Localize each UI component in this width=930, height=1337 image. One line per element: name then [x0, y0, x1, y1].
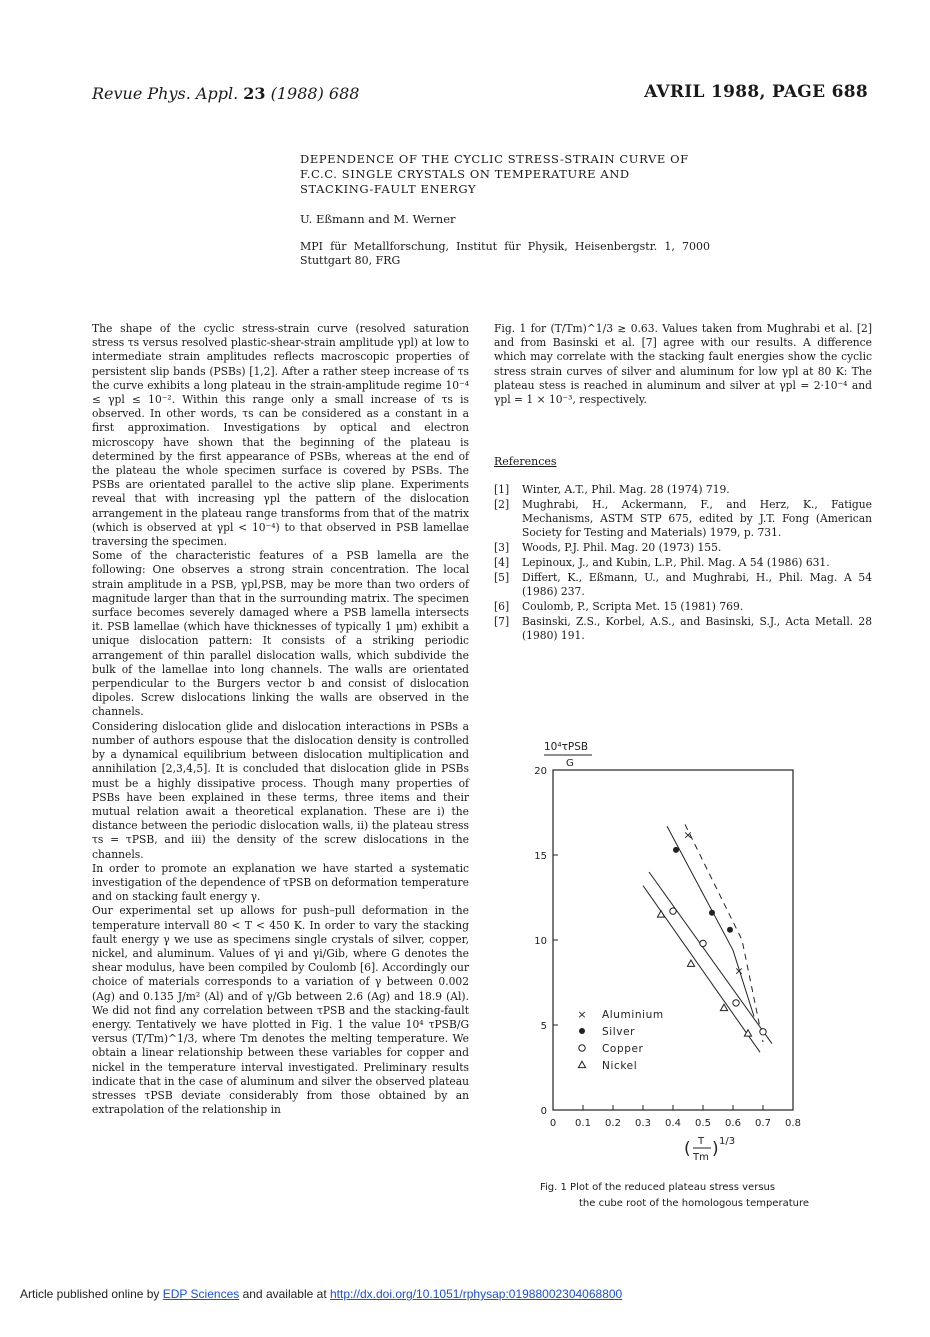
reference-number: [7] [494, 615, 510, 628]
reference-number: [4] [494, 556, 510, 569]
reference-number: [2] [494, 498, 510, 511]
reference-item [494, 483, 872, 497]
y-axis-label-numerator: 10⁴τPSB [544, 741, 589, 753]
data-point-silver [727, 927, 733, 933]
x-tick-label: 0.1 [575, 1118, 591, 1129]
journal-header [92, 84, 359, 103]
data-point-copper [733, 1000, 739, 1006]
edp-sciences-link[interactable]: EDP Sciences [162, 1287, 240, 1301]
x-axis-label-denominator: Tm [693, 1152, 709, 1163]
chart-axes [534, 766, 801, 1129]
reference-number: [1] [494, 483, 510, 496]
footer-prefix: Article published online by [20, 1287, 163, 1301]
legend-marker-aluminium: × [577, 1008, 587, 1021]
chart-legend [577, 1008, 663, 1072]
publication-footer [20, 1287, 622, 1301]
data-point-copper [700, 940, 706, 946]
article-affiliation: MPI für Metallforschung, Institut für Physik, Heisenbergstr. 1, 7000 Stuttgart 80, FRG [300, 240, 710, 267]
body-paragraph: In order to promote an explanation we have started a systematic investigation of the dependence of τPSB on deformation temperature and on stacking fault energy γ. [92, 861, 469, 904]
references-list [494, 483, 872, 644]
plateau-stress-chart [510, 730, 840, 1180]
legend-marker-silver [579, 1028, 585, 1034]
reference-item [494, 615, 872, 643]
caption-line: Fig. 1 Plot of the reduced plateau stress versus [540, 1182, 776, 1193]
y-tick-label: 0 [540, 1106, 547, 1117]
legend-label-nickel: Nickel [602, 1060, 638, 1072]
series-line-copper [649, 872, 772, 1044]
reference-text: Winter, A.T., Phil. Mag. 28 (1974) 719. [522, 483, 730, 496]
series-line-silver [667, 826, 754, 1016]
body-paragraph: Considering dislocation glide and dislocation interactions in PSBs a number of authors espouse that the dislocation density is controlled by a dynamical equilibrium between dislocation multiplication and annihilation [2,3,4,5]. It is concluded that dislocation glide in PSBs must be a highly dissipative process. Though many properties of PSBs have been explained in these terms, three items and their mutual relation await a theoretical explanation. These are i) the distance between the periodic dislocation walls, ii) the plateau stress τs = τPSB, and iii) the density of the screw dislocations in the channels. [92, 719, 469, 861]
legend-marker-copper [579, 1045, 585, 1051]
references-heading: References [494, 455, 557, 468]
legend-marker-nickel [578, 1061, 585, 1067]
data-point-nickel [687, 960, 694, 966]
x-tick-label: 0.7 [755, 1118, 771, 1129]
x-tick-label: 0.3 [635, 1118, 651, 1129]
journal-year-page: (1988) 688 [270, 84, 360, 103]
journal-volume: 23 [243, 84, 266, 103]
reference-number: [6] [494, 600, 510, 613]
reference-item [494, 571, 872, 599]
legend-label-silver: Silver [602, 1026, 636, 1038]
data-point-nickel [657, 911, 664, 917]
reference-text: Coulomb, P., Scripta Met. 15 (1981) 769. [522, 600, 744, 613]
y-tick-label: 20 [534, 766, 547, 777]
caption-line: the cube root of the homologous temperature [579, 1198, 809, 1209]
data-point-aluminium: × [683, 828, 693, 842]
reference-text: Differt, K., Eßmann, U., and Mughrabi, H., Phil. Mag. A 54 (1986) 237. [522, 571, 872, 598]
body-right-column [494, 322, 872, 407]
legend-label-aluminium: Aluminium [602, 1009, 664, 1021]
reference-item [494, 556, 872, 570]
reference-text: Woods, P.J. Phil. Mag. 20 (1973) 155. [522, 541, 722, 554]
y-tick-label: 10 [534, 936, 547, 947]
reference-text: Basinski, Z.S., Korbel, A.S., and Basinski, S.J., Acta Metall. 28 (1980) 191. [522, 615, 872, 642]
data-point-silver [673, 847, 679, 853]
figure-caption [540, 1180, 840, 1212]
y-axis-label-denominator: G [566, 758, 574, 769]
reference-item [494, 600, 872, 614]
x-axis-label-exponent: 1/3 [719, 1136, 736, 1147]
body-paragraph: Our experimental set up allows for push–pull deformation in the temperature intervall 80 < T < 450 K. In order to vary the stacking fault energy γ we use as specimens single crystals of silver, copper, nickel, and aluminum. Values of γi and γi/Gib, where G denotes the shear modulus, have been compiled by Coulomb [6]. Accordingly our choice of materials corresponds to a variation of γ between 0.002 (Ag) and 0.135 J/m² (Al) and of γ/Gb between 2.6 (Ag) and 18.9 (Al). We did not find any correlation between τPSB and the stacking-fault energy. Tentatively we have plotted in Fig. 1 the value 10⁴ τPSB/G versus (T/Tm)^1/3, where Tm denotes the melting temperature. We obtain a linear relationship between these variables for copper and nickel in the temperature interval investigated. Preliminary results indicate that in the case of aluminum and silver the observed plateau stresses τPSB deviate considerably from those obtained by an extrapolation of the relationship in [92, 904, 469, 1117]
figure-1 [510, 730, 840, 1200]
body-paragraph: Some of the characteristic features of a PSB lamella are the following: One observes a strong strain concentration. The local strain amplitude in a PSB, γpl,PSB, may be more than two orders of magnitude larger than that in the surrounding matrix. The specimen surface becomes severely damaged where a PSB lamella intersects it. PSB lamellae (which have thicknesses of typically 1 µm) exhibit a unique dislocation pattern: It consists of a striking periodic arrangement of thin parallel dislocation walls, which subdivide the bulk of the lamellae into long channels. The walls are orientated perpendicular to the Burgers vector b and consist of dislocation dipoles. Screw dislocations linking the walls are observed in the channels. [92, 549, 469, 719]
data-point-silver [709, 910, 715, 916]
x-tick-label: 0.2 [605, 1118, 621, 1129]
article-title: DEPENDENCE OF THE CYCLIC STRESS-STRAIN CURVE OF F.C.C. SINGLE CRYSTALS ON TEMPERATURE AND STACKING-FAULT ENERGY [300, 152, 689, 196]
data-point-copper [670, 908, 676, 914]
journal-name: Revue Phys. Appl. [92, 84, 239, 103]
reference-text: Mughrabi, H., Ackermann, F., and Herz, K., Fatigue Mechanisms, ASTM STP 675, edited by J.T. Fong (American Society for Testing and Materials) 1979, p. 731. [522, 498, 872, 539]
legend-label-copper: Copper [602, 1043, 644, 1055]
body-left-column [92, 322, 469, 1117]
x-axis-label-numerator: T [698, 1136, 705, 1147]
data-point-copper [760, 1029, 766, 1035]
x-axis-label-open-paren: ( [684, 1139, 691, 1159]
y-tick-label: 15 [534, 851, 547, 862]
reference-text: Lepinoux, J., and Kubin, L.P., Phil. Mag. A 54 (1986) 631. [522, 556, 830, 569]
reference-number: [3] [494, 541, 510, 554]
y-tick-label: 5 [540, 1021, 547, 1032]
data-point-aluminium: × [734, 964, 744, 978]
x-tick-label: 0.8 [785, 1118, 801, 1129]
body-paragraph: Fig. 1 for (T/Tm)^1/3 ≳ 0.63. Values taken from Mughrabi et al. [2] and from Basinski et al. [7] agree with our results. A difference which may correlate with the stacking fault energies show the cyclic stress strain curves of silver and aluminum for low γpl at 80 K: The plateau stess is reached in aluminum and silver at γpl = 2·10⁻⁴ and γpl = 1 × 10⁻³, respectively. [494, 322, 872, 407]
reference-number: [5] [494, 571, 510, 584]
body-paragraph: The shape of the cyclic stress-strain curve (resolved saturation stress τs versus resolved plastic-shear-strain amplitude γpl) at low to intermediate strain amplitudes reflects macroscopic properties of persistent slip bands (PSBs) [1,2]. After a rather steep increase of τs the curve exhibits a long plateau in the strain-amplitude regime 10⁻⁴ ≤ γpl ≤ 10⁻². Within this range only a small increase of τs is observed. In other words, τs can be considered as a constant in a first approximation. Investigations by optical and electron microscopy have shown that the beginning of the plateau is determined by the first appearance of PSBs, whereas at the end of the plateau the whole specimen surface is covered by PSBs. The PSBs are orientated parallel to the active slip plane. Experiments reveal that with increasing γpl the pattern of the dislocation arrangement in the plateau range transforms from that of the matrix (which is observed at γpl < 10⁻⁴) to that observed in PSB lamellae traversing the specimen. [92, 322, 469, 549]
reference-item [494, 498, 872, 540]
footer-middle: and available at [239, 1287, 330, 1301]
x-tick-label: 0.4 [665, 1118, 681, 1129]
x-tick-label: 0 [549, 1118, 557, 1129]
reference-item [494, 541, 872, 555]
article-authors: U. Eßmann and M. Werner [300, 212, 456, 226]
x-tick-label: 0.6 [725, 1118, 741, 1129]
x-tick-label: 0.5 [695, 1118, 711, 1129]
plot-frame [553, 770, 793, 1110]
issue-header: AVRIL 1988, PAGE 688 [644, 82, 868, 102]
x-axis-label-close-paren: ) [712, 1139, 719, 1159]
doi-link[interactable]: http://dx.doi.org/10.1051/rphysap:01988002304068800 [329, 1287, 623, 1301]
